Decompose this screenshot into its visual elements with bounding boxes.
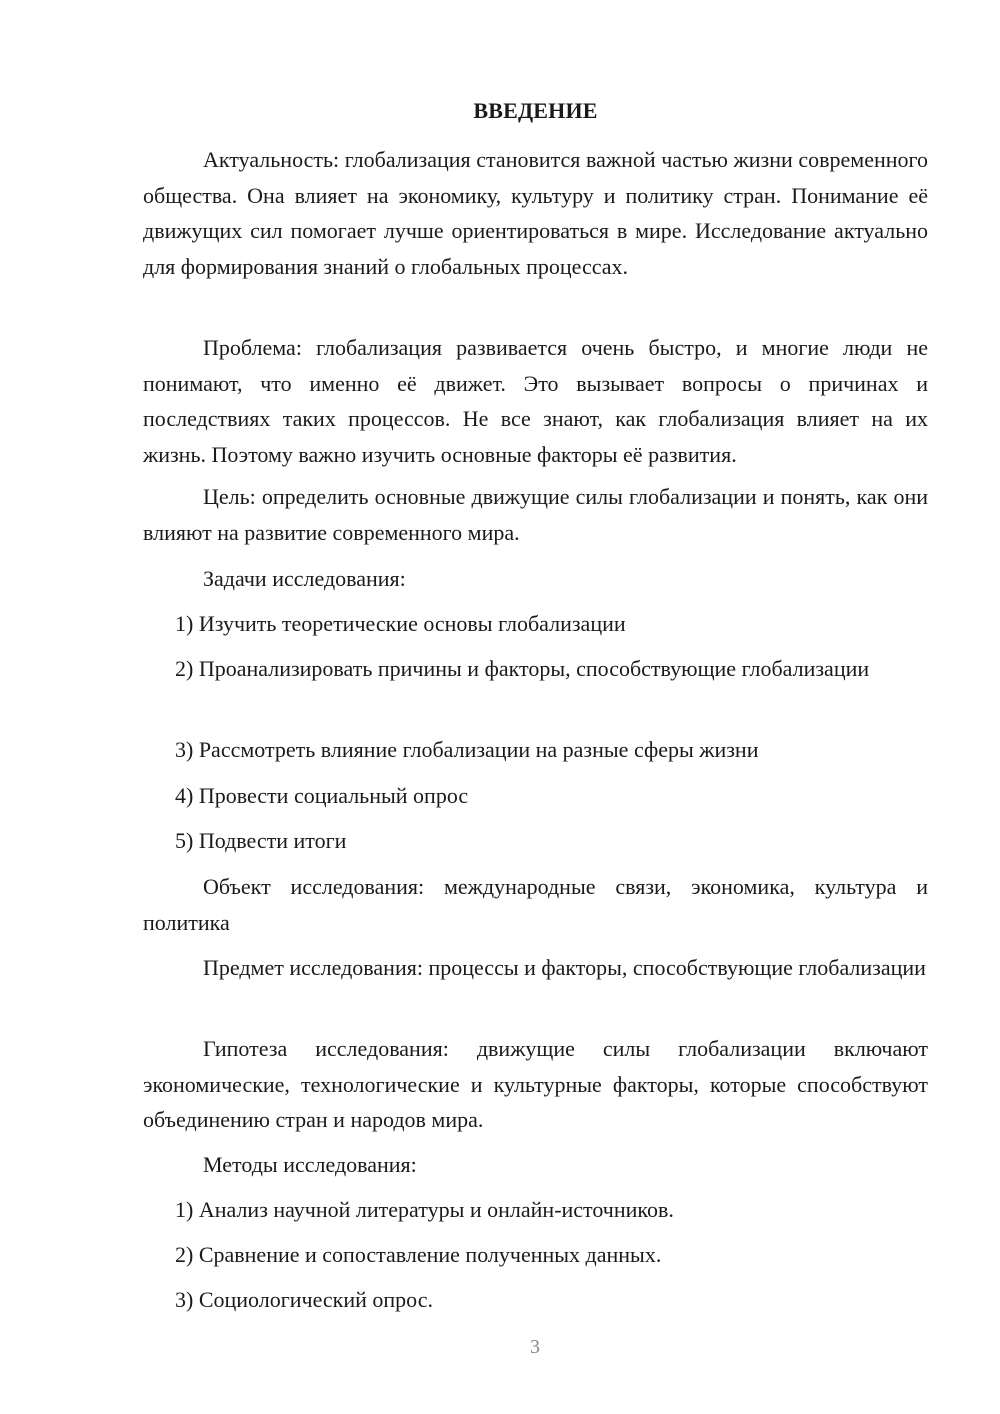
section-title: ВВЕДЕНИЕ — [473, 98, 598, 123]
relevance-paragraph: Актуальность: глобализация становится важной частью жизни современного общества. Она влияет на экономику, культуру и политику стран. Понимание её движущих сил помогает лучше ориентироваться в мире. Исследование актуально для формирования знаний о глобальных процессах. — [143, 147, 928, 279]
method-item-2: 2) Сравнение и сопоставление полученных данных. — [175, 1242, 662, 1267]
method-item-3: 3) Социологический опрос. — [175, 1287, 433, 1312]
task-item-1: 1) Изучить теоретические основы глобализации — [175, 611, 626, 636]
task-item-4: 4) Провести социальный опрос — [175, 783, 469, 808]
task-item-3: 3) Рассмотреть влияние глобализации на разные сферы жизни — [175, 737, 759, 762]
hypothesis-paragraph: Гипотеза исследования: движущие силы глобализации включают экономические, технологические и культурные факторы, которые способствуют объединению стран и народов мира. — [143, 1036, 928, 1132]
methods-heading: Методы исследования: — [203, 1152, 417, 1177]
method-item-1: 1) Анализ научной литературы и онлайн-источников. — [175, 1197, 674, 1222]
object-paragraph: Объект исследования: международные связи, экономика, культура и политика — [143, 874, 928, 935]
task-item-2: 2) Проанализировать причины и факторы, способствующие глобализации — [175, 656, 870, 681]
page-number: 3 — [530, 1336, 540, 1358]
tasks-heading: Задачи исследования: — [203, 566, 406, 591]
task-item-5: 5) Подвести итоги — [175, 828, 347, 853]
subject-paragraph: Предмет исследования: процессы и факторы, способствующие глобализации — [203, 955, 926, 980]
goal-paragraph: Цель: определить основные движущие силы глобализации и понять, как они влияют на развитие современного мира. — [143, 484, 928, 545]
problem-paragraph: Проблема: глобализация развивается очень быстро, и многие люди не понимают, что именно её движет. Это вызывает вопросы о причинах и последствиях таких процессов. Не все знают, как глобализация влияет на их жизнь. Поэтому важно изучить основные факторы её развития. — [143, 335, 928, 467]
